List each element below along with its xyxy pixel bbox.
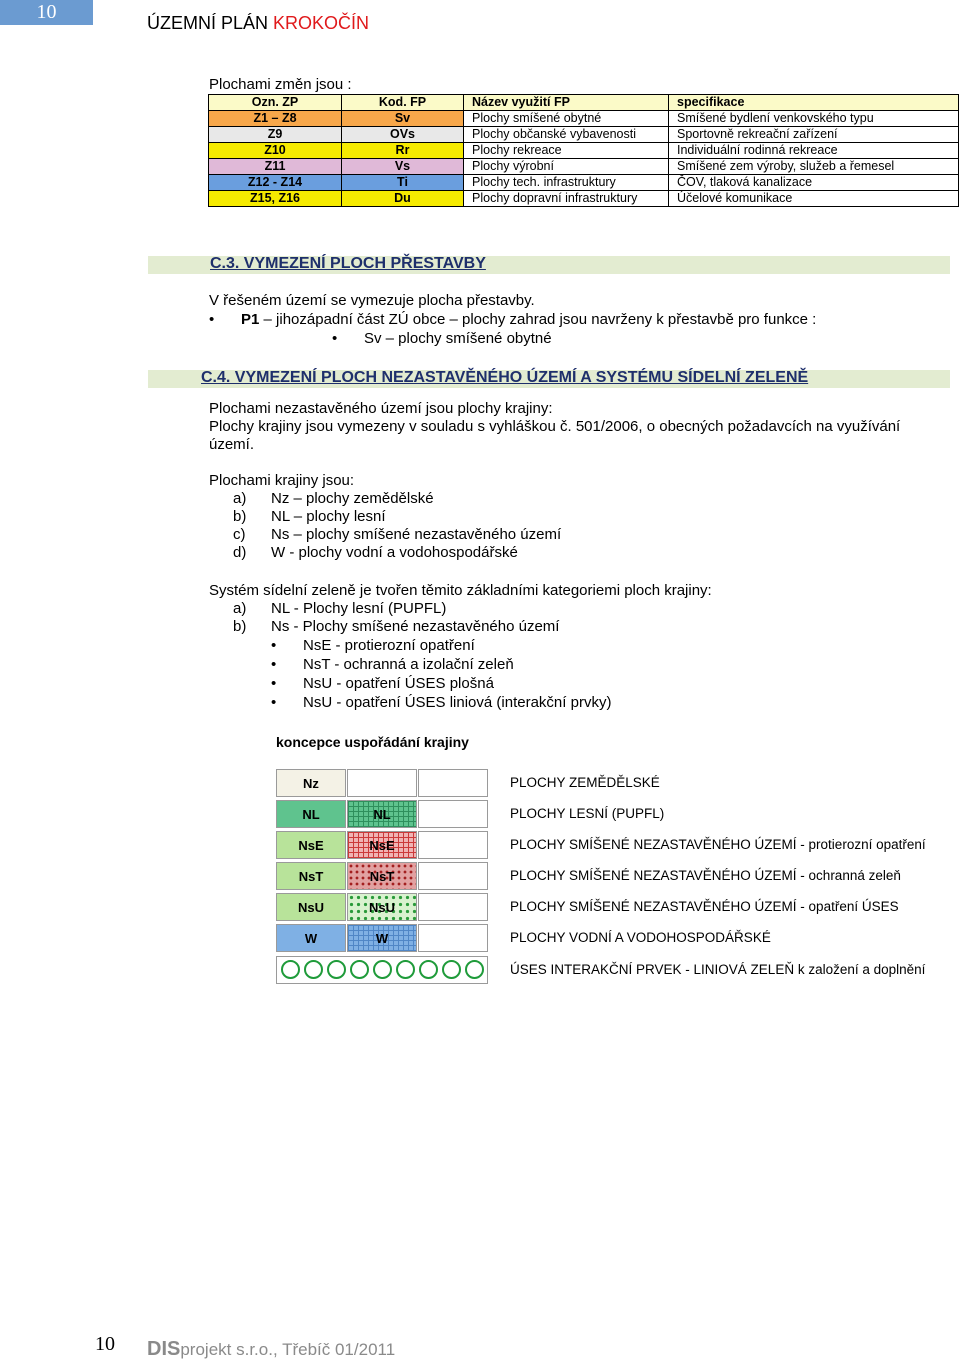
system-intro: Systém sídelní zeleně je tvořen těmito základními kategoriemi ploch krajiny: — [209, 582, 712, 599]
footer-company-rest: projekt s.r.o., Třebíč 01/2011 — [180, 1340, 396, 1359]
legend-swatch-empty — [418, 862, 488, 890]
cell-nazev: Plochy smíšené obytné — [464, 111, 669, 127]
legend-swatch-empty — [347, 769, 417, 797]
cell-kod: Vs — [342, 159, 464, 175]
footer-page-number: 10 — [95, 1333, 115, 1355]
legend-label-nst: PLOCHY SMÍŠENÉ NEZASTAVĚNÉHO ÚZEMÍ - ochranná zeleň — [510, 868, 901, 883]
legend-swatch-nst-pattern: NsT — [347, 862, 417, 890]
list-marker: b) — [233, 618, 247, 635]
cell-ozn: Z9 — [209, 127, 342, 143]
tree-circle-icon — [281, 960, 300, 979]
cell-ozn: Z11 — [209, 159, 342, 175]
legend-swatch-ns: NsU — [276, 893, 346, 921]
c3-p1-item — [241, 311, 816, 328]
legend-row-nse — [276, 831, 488, 859]
legend-label-nz: PLOCHY ZEMĚDĚLSKÉ — [510, 775, 660, 790]
sub-list-item: • NsE - protierozní opatření — [303, 637, 475, 654]
sub-list-item: • NsU - opatření ÚSES plošná — [303, 675, 494, 692]
list-marker: d) — [233, 544, 247, 561]
list-item: Nz – plochy zemědělské — [271, 490, 434, 507]
cell-nazev: Plochy výrobní — [464, 159, 669, 175]
legend-swatch-empty — [418, 800, 488, 828]
legend-label-uses: ÚSES INTERAKČNÍ PRVEK - LINIOVÁ ZELEŇ k založení a doplnění — [510, 962, 926, 977]
c3-sv-item: • Sv – plochy smíšené obytné — [364, 330, 552, 347]
header-nazev: Název využití FP — [464, 95, 669, 111]
list-item: Ns – plochy smíšené nezastavěného území — [271, 526, 562, 543]
cell-spec: Smíšené zem výroby, služeb a řemesel — [669, 159, 959, 175]
list-marker: b) — [233, 508, 247, 525]
p1-label: P1 — [241, 311, 260, 328]
c3-line1: V řešeném území se vymezuje plocha přestavby. — [209, 292, 535, 309]
cell-spec: Smíšené bydlení venkovského typu — [669, 111, 959, 127]
legend-swatch-empty — [418, 893, 488, 921]
legend-swatch-nsu-pattern: NsU — [347, 893, 417, 921]
legend-swatch-ns: NsT — [276, 862, 346, 890]
legend-swatch-ns: NsE — [276, 831, 346, 859]
legend-swatch-w: W — [276, 924, 346, 952]
tree-circle-icon — [327, 960, 346, 979]
list-item: NL – plochy lesní — [271, 508, 386, 525]
legend-swatch-empty — [418, 924, 488, 952]
cell-spec: Sportovně rekreační zařízení — [669, 127, 959, 143]
tree-circle-icon — [350, 960, 369, 979]
c4-line3: území. — [209, 436, 255, 453]
table-row — [209, 191, 959, 207]
section-c3-title: C.3. VYMEZENÍ PLOCH PŘESTAVBY — [210, 255, 486, 272]
legend-row-nsu — [276, 893, 488, 921]
legend-swatch-nl: NL — [276, 800, 346, 828]
legend-row-uses — [276, 956, 488, 984]
cell-nazev: Plochy rekreace — [464, 143, 669, 159]
cell-spec: Účelové komunikace — [669, 191, 959, 207]
krajiny-intro: Plochami krajiny jsou: — [209, 472, 355, 489]
table-row — [209, 143, 959, 159]
sub-list-item: • NsT - ochranná a izolační zeleň — [303, 656, 514, 673]
title-town: KROKOČÍN — [273, 13, 370, 33]
cell-nazev: Plochy občanské vybavenosti — [464, 127, 669, 143]
c4-line1: Plochami nezastavěného území jsou plochy krajiny: — [209, 400, 553, 417]
legend-swatch-empty — [418, 769, 488, 797]
list-item: NL - Plochy lesní (PUPFL) — [271, 600, 447, 617]
cell-spec: ČOV, tlaková kanalizace — [669, 175, 959, 191]
legend-label-nsu: PLOCHY SMÍŠENÉ NEZASTAVĚNÉHO ÚZEMÍ - opatření ÚSES — [510, 899, 899, 914]
header-spec: specifikace — [669, 95, 959, 111]
legend-label-nse: PLOCHY SMÍŠENÉ NEZASTAVĚNÉHO ÚZEMÍ - protierozní opatření — [510, 837, 926, 852]
c4-line2: Plochy krajiny jsou vymezeny v souladu s vyhláškou č. 501/2006, o obecných požadavcích na využívání — [209, 418, 901, 435]
legend-swatch-nl-pattern: NL — [347, 800, 417, 828]
cell-spec: Individuální rodinná rekreace — [669, 143, 959, 159]
zmeny-intro: Plochami změn jsou : — [209, 76, 352, 93]
cell-kod: Sv — [342, 111, 464, 127]
legend-swatch-nz: Nz — [276, 769, 346, 797]
sub-list-item: • NsU - opatření ÚSES liniová (interakční prvky) — [303, 694, 611, 711]
footer-company-bold: DIS — [147, 1338, 181, 1360]
legend-swatch-w-pattern: W — [347, 924, 417, 952]
table-row — [209, 175, 959, 191]
cell-kod: Rr — [342, 143, 464, 159]
table-row — [209, 159, 959, 175]
cell-ozn: Z12 - Z14 — [209, 175, 342, 191]
tree-circle-icon — [304, 960, 323, 979]
tree-circle-icon — [396, 960, 415, 979]
table-row — [209, 111, 959, 127]
legend-swatch-nse-pattern: NsE — [347, 831, 417, 859]
tree-circle-icon — [373, 960, 392, 979]
header-kod: Kod. FP — [342, 95, 464, 111]
table-row — [209, 127, 959, 143]
legend-row-nl — [276, 800, 488, 828]
cell-ozn: Z15, Z16 — [209, 191, 342, 207]
tree-circle-icon — [465, 960, 484, 979]
legend-row-w — [276, 924, 488, 952]
page-number-badge: 10 — [0, 0, 93, 25]
cell-kod: Ti — [342, 175, 464, 191]
legend-title: koncepce uspořádání krajiny — [276, 734, 469, 750]
legend-label-nl: PLOCHY LESNÍ (PUPFL) — [510, 806, 665, 821]
cell-kod: Du — [342, 191, 464, 207]
table-header-row — [209, 95, 959, 111]
list-item: Ns - Plochy smíšené nezastavěného území — [271, 618, 560, 635]
list-marker: c) — [233, 526, 246, 543]
list-marker: a) — [233, 490, 247, 507]
plochy-zmen-table — [208, 94, 959, 207]
cell-kod: OVs — [342, 127, 464, 143]
legend-row-nz — [276, 769, 488, 797]
title-prefix: ÚZEMNÍ PLÁN — [147, 13, 269, 33]
p1-text: – jihozápadní část ZÚ obce – plochy zahrad jsou navrženy k přestavbě pro funkce : — [263, 311, 817, 328]
cell-ozn: Z1 – Z8 — [209, 111, 342, 127]
cell-ozn: Z10 — [209, 143, 342, 159]
list-marker: a) — [233, 600, 247, 617]
legend-label-w: PLOCHY VODNÍ A VODOHOSPODÁŘSKÉ — [510, 930, 771, 945]
tree-circle-icon — [419, 960, 438, 979]
header-ozn: Ozn. ZP — [209, 95, 342, 111]
cell-nazev: Plochy dopravní infrastruktury — [464, 191, 669, 207]
cell-nazev: Plochy tech. infrastruktury — [464, 175, 669, 191]
document-title — [147, 13, 369, 34]
legend-swatch-empty — [418, 831, 488, 859]
section-c4-title: C.4. VYMEZENÍ PLOCH NEZASTAVĚNÉHO ÚZEMÍ A SYSTÉMU SÍDELNÍ ZELENĚ — [201, 369, 809, 386]
footer-company — [147, 1338, 395, 1361]
tree-circle-icon — [442, 960, 461, 979]
list-item: W - plochy vodní a vodohospodářské — [271, 544, 518, 561]
legend-row-nst — [276, 862, 488, 890]
